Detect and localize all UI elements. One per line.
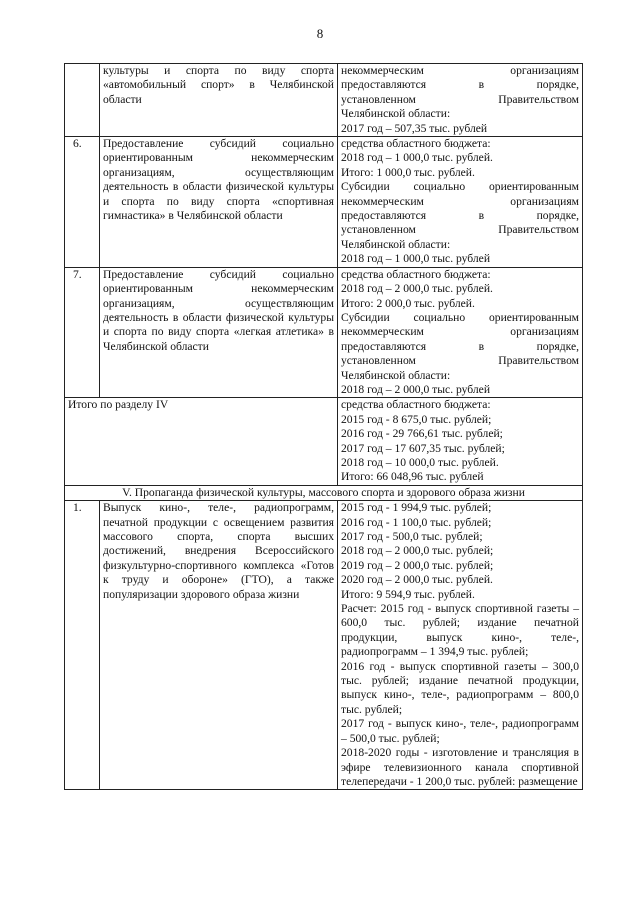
funding-cell	[338, 267, 583, 398]
funding-line: предоставляются в порядке,	[341, 339, 579, 353]
section-header: V. Пропаганда физической культуры, массового спорта и здорового образа жизни	[65, 485, 583, 500]
table-row	[65, 267, 583, 398]
row-number: 1.	[65, 501, 100, 790]
funding-line: Итого: 9 594,9 тыс. рублей.	[341, 587, 475, 601]
funding-line: 2017 год – 17 607,35 тыс. рублей;	[341, 441, 505, 455]
funding-line: 2017 год – 507,35 тыс. рублей	[341, 121, 488, 135]
funding-cell	[338, 137, 583, 268]
funding-line: некоммерческим организациям	[341, 194, 579, 208]
total-row	[65, 398, 583, 485]
calculation-text: 2017 год - выпуск кино-, теле-, радиопрограмм – 500,0 тыс. рублей;	[341, 717, 579, 745]
funding-line: установленном Правительством	[341, 92, 579, 106]
page-number: 8	[316, 26, 324, 41]
funding-line: 2018 год – 2 000,0 тыс. рублей	[341, 382, 491, 396]
funding-line: средства областного бюджета:	[341, 137, 491, 151]
funding-line: 2015 год - 8 675,0 тыс. рублей;	[341, 412, 492, 426]
funding-line: средства областного бюджета:	[341, 398, 491, 412]
funding-line: Итого: 2 000,0 тыс. рублей.	[341, 296, 475, 310]
funding-line: предоставляются в порядке,	[341, 78, 579, 92]
table-row	[65, 64, 583, 137]
funding-line: Итого: 1 000,0 тыс. рублей.	[341, 165, 475, 179]
funding-cell	[338, 64, 583, 137]
measure-name: Предоставление субсидий социально ориентированным некоммерческим организациям, осуществляющим деятельность в области физической культуры и спорта по виду спорта «спортивная гимнастика» в Челябинской области	[100, 137, 338, 268]
total-label: Итого по разделу IV	[65, 398, 338, 485]
funding-cell	[338, 501, 583, 790]
table-row	[65, 137, 583, 268]
funding-line: установленном Правительством	[341, 354, 579, 368]
funding-line: 2020 год – 2 000,0 тыс. рублей.	[341, 573, 493, 587]
funding-line: предоставляются в порядке,	[341, 209, 579, 223]
funding-line: 2018 год – 2 000,0 тыс. рублей;	[341, 544, 494, 558]
funding-line: 2015 год - 1 994,9 тыс. рублей;	[341, 501, 492, 515]
funding-line: 2018 год – 1 000,0 тыс. рублей.	[341, 151, 493, 165]
funding-line: 2016 год - 1 100,0 тыс. рублей;	[341, 515, 492, 529]
row-number	[65, 64, 100, 137]
calculation-text: 2016 год - выпуск спортивной газеты – 300,0 тыс. рублей; издание печатной продукции, выпуск кино-, теле-, радиопрограмм – 800,0 тыс. рублей;	[341, 659, 579, 716]
measure-name: Выпуск кино-, теле-, радиопрограмм, печатной продукции с освещением развития массового спорта, спорта высших достижений, внедрения Всероссийского физкультурно-спортивного комплекса «Готов к труду и обороне» (ГТО), а также популяризации здорового образа жизни	[100, 501, 338, 790]
measure-name: Предоставление субсидий социально ориентированным некоммерческим организациям, осуществляющим деятельность в области физической культуры и спорта по виду спорта «легкая атлетика» в Челябинской области	[100, 267, 338, 398]
funding-line: Итого: 66 048,96 тыс. рублей	[341, 470, 484, 484]
funding-line: Челябинской области:	[341, 368, 451, 382]
funding-line: 2019 год – 2 000,0 тыс. рублей;	[341, 558, 494, 572]
calculation-text: 2018-2020 годы - изготовление и трансляция в эфире телевизионного канала спортивной телепередачи - 1 200,0 тыс. рублей: размещение	[341, 746, 579, 788]
funding-line: 2016 год - 29 766,61 тыс. рублей;	[341, 427, 503, 441]
section-header-row	[65, 485, 583, 500]
program-table	[64, 63, 583, 790]
funding-line: некоммерческим организациям	[341, 325, 579, 339]
funding-line: установленном Правительством	[341, 223, 579, 237]
table-row	[65, 501, 583, 790]
funding-line: некоммерческим организациям	[341, 64, 579, 77]
measure-name: культуры и спорта по виду спорта «автомобильный спорт» в Челябинской области	[100, 64, 338, 137]
funding-line: Челябинской области:	[341, 237, 451, 251]
calculation-text: Расчет: 2015 год - выпуск спортивной газеты – 600,0 тыс. рублей; издание печатной продукции, выпуск кино-, теле-, радиопрограмм – 1 394,9 тыс. рублей;	[341, 602, 579, 659]
funding-line: Субсидии социально ориентированным	[341, 310, 579, 324]
funding-cell	[338, 398, 583, 485]
funding-line: 2018 год – 10 000,0 тыс. рублей.	[341, 455, 499, 469]
funding-line: 2018 год – 1 000,0 тыс. рублей	[341, 252, 491, 266]
funding-line: 2017 год - 500,0 тыс. рублей;	[341, 530, 483, 543]
funding-line: средства областного бюджета:	[341, 267, 491, 281]
funding-line: Челябинской области:	[341, 107, 451, 121]
row-number: 6.	[65, 137, 100, 268]
funding-line: 2018 год – 2 000,0 тыс. рублей.	[341, 282, 493, 296]
funding-line: Субсидии социально ориентированным	[341, 180, 579, 194]
row-number: 7.	[65, 267, 100, 398]
